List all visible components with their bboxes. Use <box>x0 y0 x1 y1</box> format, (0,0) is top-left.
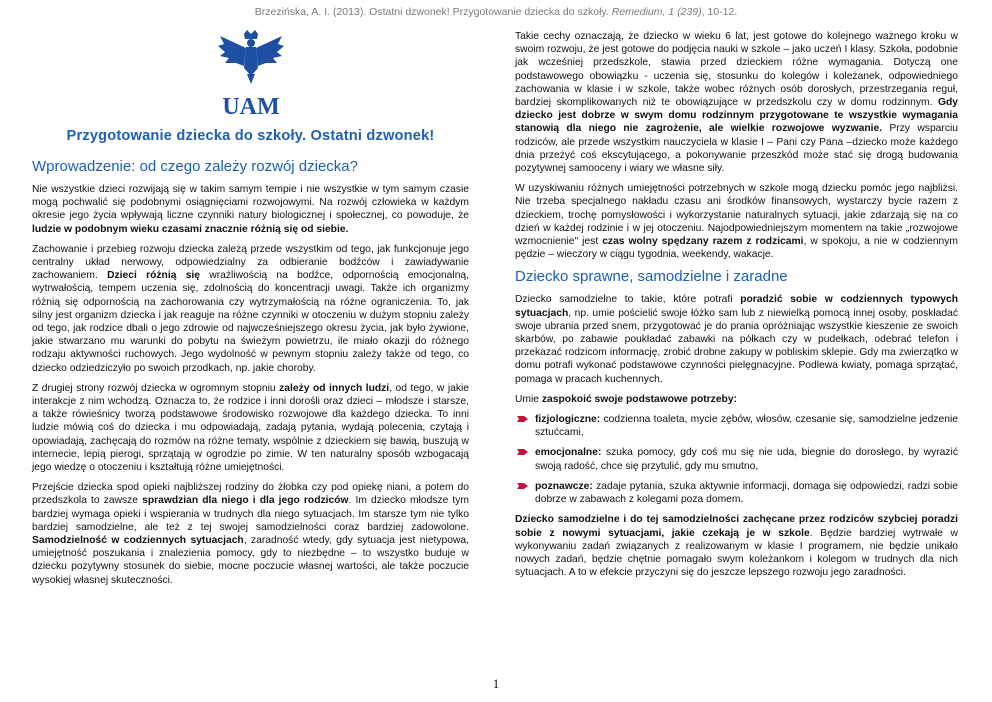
arrow-bullet-icon <box>517 482 528 490</box>
citation-header <box>0 6 992 18</box>
paragraph: Dziecko samodzielne to takie, które potrafi poradzić sobie w codziennych typowych sytuacjach, np. umie pościelić swoje łóżko sam lub z niewielką pomocą innej osoby, poskładać swoje ubrania przed snem, przygotować je do prania opróżniając wszystkie kieszenie ze swoich skarbów, po zabawie poukładać zabawki na półkach czy w pudełkach, odebrać telefon i przekazać rodzicom informację, zrobić drobne zakupy w pobliskim sklepie. Gdy ma zwierzątko w domu potrafi wykonać podstawowe czynności pielęgnacyjne. Podlewa kwiaty, pomaga sprzątać, pomaga w pracach kuchennych. <box>515 294 958 385</box>
page-number: 1 <box>492 676 500 691</box>
paragraph: Zachowanie i przebieg rozwoju dziecka zależą przede wszystkim od tego, jak funkcjonuje jego centralny układ nerwowy, odpowiedzialny za odbieranie bodźców i zawiadywanie zachowaniem. Dzieci różnią się wrażliwością na bodźce, odpornością emocjonalną, wytrwałością, tempem uczenia się, zdolnością do koncentracji uwagi. Także ich organizmy różnią się odpornością na zachorowania czy wytrzymałością na różne ograniczenia. To, jak silny jest organizm dziecka i jak reaguje na różne czynniki w otoczeniu w dużym stopniu zależy od tego, jak rodzice dbali o jego zdrowie od najwcześniejszego okresu życia, jak było żywione, jakie stwarzano mu warunki do pobytu na świeżym powietrzu, ile miało okazji do różnego rodzaju aktywności ruchowych. Jego wydolność w pewnym stopniu zależy także od tego, co dziecko odziedziczyło po swoich przodkach, np. jakie choroby. <box>32 243 470 374</box>
uam-logo <box>32 30 469 120</box>
list-item: poznawcze: zadaje pytania, szuka aktywnie informacji, domaga się odpowiedzi, radzi sobie dobrze w zabawach z kolegami poza domem. <box>515 480 958 506</box>
eagle-icon <box>216 30 286 118</box>
citation-pages: , 10-12. <box>701 6 738 18</box>
list-item: fizjologiczne: codzienna toaleta, mycie zębów, włosów, czesanie się, samodzielne jedzenie sztućcami, <box>515 413 958 439</box>
paragraph: Z drugiej strony rozwój dziecka w ogromnym stopniu zależy od innych ludzi, od tego, w jakie interakcje z nim wchodzą. Oznacza to, że rodzice i inni dorośli oraz dzieci – młodsze i starsze, a także rówieśnicy tworzą podstawowe środowisko rozwojowe dla każdego dziecka. To inni ludzie mówią coś do dziecka i mu odpowiadają, zadają pytania, wydają polecenia, czytają i opowiadają, zachęcają do rozmów na różne tematy, wspólnie z dzieckiem się bawią, buszują w internecie, lepią pierogi, sprzątają w ogrodzie po zimie. W ten naturalny sposób wzbogacają jego wiedzę o otoczeniu i kształtują różne umiejętności. <box>32 382 469 474</box>
paragraph: Przejście dziecka spod opieki najbliższej rodziny do żłobka czy pod opiekę niani, a potem do przedszkola to zawsze sprawdzian dla niego i dla jego rodziców. Im dziecko młodsze tym bardziej wymaga opieki i wspierania w trudnych dla niego sytuacjach. Im starsze tym nie tylko bardziej samodzielne, ale też z tej swojej samodzielności coraz bardziej zadowolone. Samodzielność w codziennych sytuacjach, zaradność wtedy, gdy sytuacja jest nietypowa, umiejętność poszukania i znalezienia pomocy, gdy to niezbędne – to wszystko buduje w dziecku pozytywny stosunek do siebie, mocne poczucie własnej wartości, ale także poczucie wysokiej własnej skuteczności. <box>32 482 469 586</box>
paragraph: Umie zaspokoić swoje podstawowe potrzeby: <box>515 393 737 405</box>
right-column <box>515 30 958 586</box>
citation-journal: Remedium, 1 (239) <box>611 6 702 18</box>
citation-text: Brzezińska, A. I. (2013). Ostatni dzwonek! Przygotowanie dziecka do szkoły. <box>254 6 609 18</box>
left-column <box>32 30 469 594</box>
arrow-bullet-icon <box>517 448 528 456</box>
section-heading-independent: Dziecko sprawne, samodzielne i zaradne <box>515 268 788 286</box>
section-heading-intro: Wprowadzenie: od czego zależy rozwój dziecka? <box>32 158 358 175</box>
paragraph: Dziecko samodzielne i do tej samodzielności zachęcane przez rodziców szybciej poradzi sobie z nowymi sytuacjami, jakie czekają je w szkole. Będzie bardziej wytrwałe w wykonywaniu zadań związanych z realizowanym w klasie I programem, nie będzie unikało nowych zadań, będzie chętnie pomagało swym koleżankom i kolegom w trudnych dla nich sytuacjach. A to w efekcie przyczyni się do jeszcze lepszego rozwoju jego zaradności. <box>515 514 958 579</box>
needs-list <box>515 413 958 506</box>
paragraph: W uzyskiwaniu różnych umiejętności potrzebnych w szkole mogą dziecku pomóc jego najbliżsi. Nie trzeba specjalnego nakładu czasu ani środków finansowych, wystarczy bycie razem z dzieckiem, trochę pomysłowości i wykorzystanie naturalnych sytuacji, jakie zdarzają się na co dzień w każdej rodzinie i w jej otoczeniu. Najodpowiedniejszym momentem na takie „rozwojowe wzmocnienie" jest czas wolny spędzany razem z rodzicami, w spokoju, a nie w codziennym pędzie – wieczory w ciągu tygodnia, weekendy, wakacje. <box>515 183 959 261</box>
document-title: Przygotowanie dziecka do szkoły. Ostatni dzwonek! <box>66 128 435 144</box>
arrow-bullet-icon <box>517 415 528 423</box>
paragraph: Nie wszystkie dzieci rozwijają się w takim samym tempie i nie wszystkie w tym samym czasie mogą pochwalić się podobnymi osiągnięciami rozwojowymi. Na rozwój człowieka w każdym okresie jego życia wpływają liczne czynniki natury biologicznej i społecznej, co powoduje, że ludzie w podobnym wieku czasami znacznie różnią się od siebie. <box>32 184 469 235</box>
list-item: emocjonalne: szuka pomocy, gdy coś mu się nie uda, biegnie do dorosłego, by wyrazić swoją radość, chce się przytulić, gdy mu smutno, <box>515 446 958 472</box>
paragraph: Takie cechy oznaczają, że dziecko w wieku 6 lat, jest gotowe do kolejnego ważnego kroku w swoim rozwoju, że jest gotowe do podjęcia nauki w szkole – jako uczeń I klasy. Szkoła, podobnie jak wcześniej przedszkole, stawia przed dzieckiem różne wymagania. Dotyczą one podstawowego obowiązku - uczenia się, stosunku do kolegów i koleżanek, odpowiedniego zachowania w klasie i w szkole, także wobec różnych osób dorosłych, przestrzegania reguł, bardziej skomplikowanych niż te obowiązujące w przedszkolu czy w domu rodzinnym. Gdy dziecko jest dobrze w swym domu rodzinnym przygotowane te wszystkie wymagania stanowią dla niego nie zagrożenie, ale wielkie rozwojowe wyzwanie. Przy wsparciu rodziców, ale przede wszystkim nauczyciela w klasie I – Pani czy Pana –dziecko może każdego dnia przeżyć coś ekscytującego, a pokonywanie przeszkód może stać się drogą budowania pozytywnej samooceny i wiary we własne siły. <box>515 31 958 175</box>
svg-text:UAM: UAM <box>221 94 280 118</box>
